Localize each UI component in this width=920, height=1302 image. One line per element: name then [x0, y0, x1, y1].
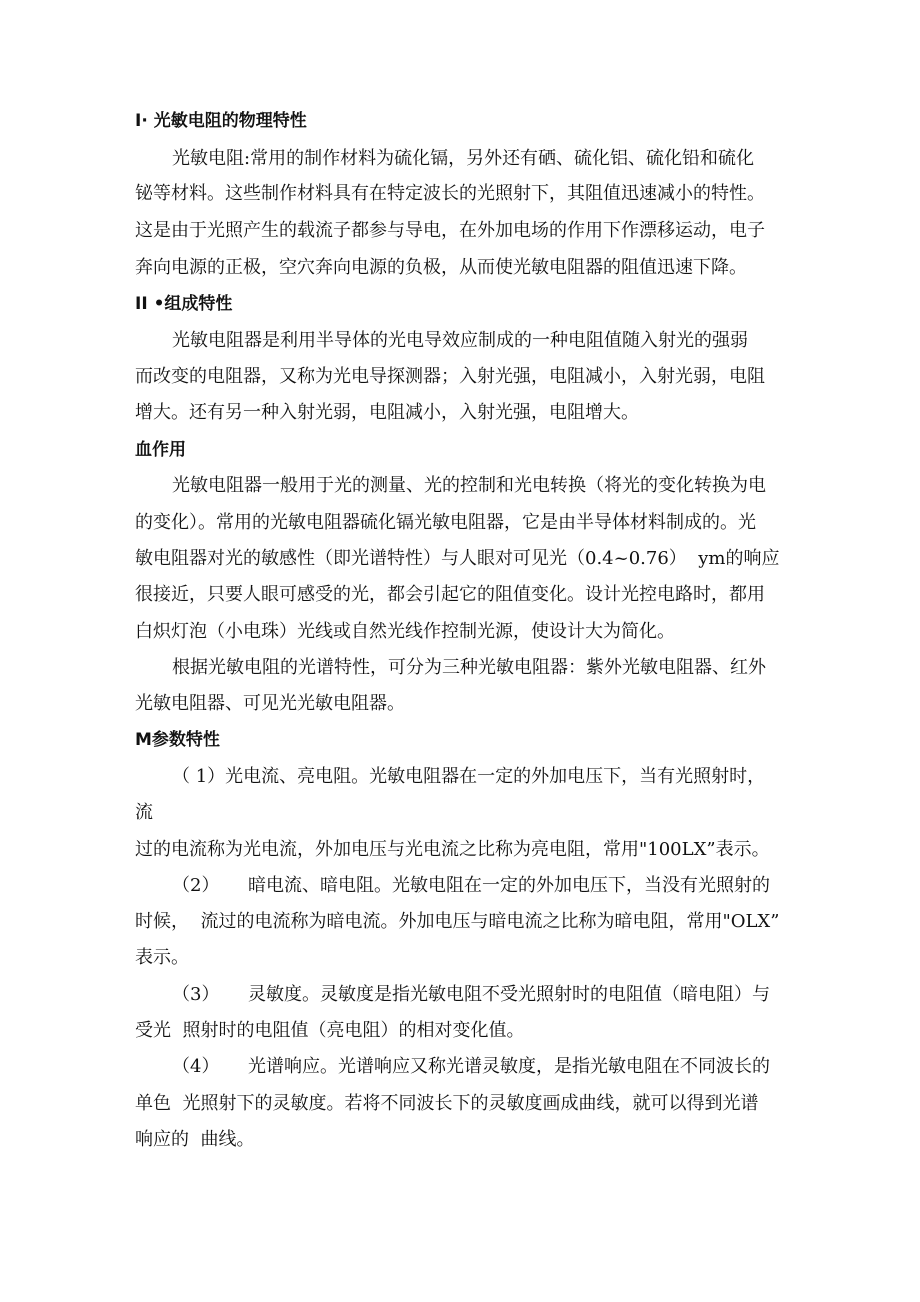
paragraph-line: 增大。还有另一种入射光弱，电阻减小，入射光强，电阻增大。 [135, 402, 639, 423]
paragraph-line: 铋等材料。这些制作材料具有在特定波长的光照射下，其阻值迅速减小的特性。 [135, 183, 765, 204]
paragraph-line: 的变化）。常用的光敏电阻器硫化镉光敏电阻器，它是由半导体材料制成的。光 [135, 512, 756, 533]
paragraph-line: （3） 灵敏度。灵敏度是指光敏电阻不受光照射时的电阻值（暗电阻）与 [172, 984, 771, 1005]
paragraph-line: 光敏电阻器一般用于光的测量、光的控制和光电转换（将光的变化转换为电 [172, 475, 766, 496]
paragraph-line: 表示。 [135, 947, 189, 968]
paragraph-line: 单色 光照射下的灵敏度。若将不同波长下的灵敏度画成曲线，就可以得到光谱 [135, 1093, 759, 1114]
paragraph-line: 光敏电阻器是利用半导体的光电导效应制成的一种电阻值随入射光的强弱 [172, 330, 748, 351]
paragraph-line: 受光 照射时的电阻值（亮电阻）的相对变化值。 [135, 1020, 525, 1041]
paragraph-line: 光敏电阻器、可见光光敏电阻器。 [135, 693, 405, 714]
paragraph-line: （2） 暗电流、暗电阻。光敏电阻在一定的外加电压下，当没有光照射的 [172, 875, 771, 896]
paragraph-line: 响应的 曲线。 [135, 1129, 255, 1150]
section-heading-parameters: M参数特性 [135, 730, 220, 750]
paragraph-line: 这是由于光照产生的载流子都参与导电，在外加电场的作用下作漂移运动，电子 [135, 220, 765, 241]
paragraph-line: 光敏电阻:常用的制作材料为硫化镉，另外还有硒、硫化铝、硫化铅和硫化 [172, 148, 755, 169]
paragraph-line: （4） 光谱响应。光谱响应又称光谱灵敏度，是指光敏电阻在不同波长的 [172, 1056, 771, 1077]
paragraph-line: 过的电流称为光电流，外加电压与光电流之比称为亮电阻，常用"100LX”表示。 [135, 839, 770, 860]
paragraph-line: 敏电阻器对光的敏感性（即光谱特性）与人眼对可见光（0.4~0.76） ym的响应 [135, 548, 780, 569]
paragraph-line: 而改变的电阻器，又称为光电导探测器；入射光强，电阻减小，入射光弱，电阻 [135, 366, 765, 387]
paragraph-line: （ 1）光电流、亮电阻。光敏电阻器在一定的外加电压下，当有光照射时， [172, 766, 766, 787]
section-heading-physical: I· 光敏电阻的物理特性 [135, 111, 307, 131]
paragraph-line: 时候， 流过的电流称为暗电流。外加电压与暗电流之比称为暗电阻，常用"OLX” [135, 911, 780, 932]
section-heading-composition: II •组成特性 [135, 294, 233, 314]
paragraph-line: 奔向电源的正极，空穴奔向电源的负极，从而使光敏电阻器的阻值迅速下降。 [135, 257, 747, 278]
paragraph-line: 很接近，只要人眼可感受的光，都会引起它的阻值变化。设计光控电路时，都用 [135, 584, 765, 605]
paragraph-line: 流 [135, 802, 153, 823]
paragraph-line: 根据光敏电阻的光谱特性，可分为三种光敏电阻器：紫外光敏电阻器、红外 [172, 657, 766, 678]
section-heading-function: 血作用 [135, 440, 186, 460]
paragraph-line: 白炽灯泡（小电珠）光线或自然光线作控制光源，使设计大为简化。 [135, 621, 675, 642]
